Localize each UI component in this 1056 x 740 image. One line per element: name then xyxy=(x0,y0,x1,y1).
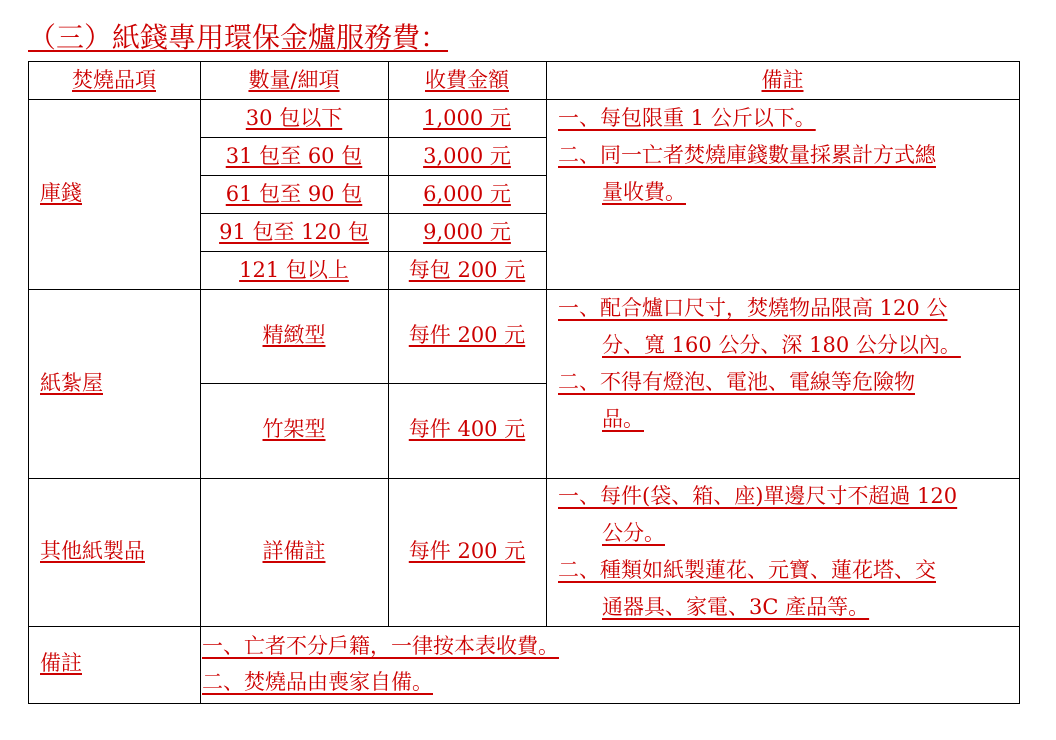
header-quantity: 數量/細項 xyxy=(248,68,340,92)
other-note-line: 一、每件(袋、箱、座)單邊尺寸不超過 120 xyxy=(558,484,958,508)
zhizawu-qty: 精緻型 xyxy=(262,323,326,347)
zhizawu-note-line: 分、寬 160 公分、深 180 公分以內。 xyxy=(602,333,961,357)
column-divider xyxy=(546,61,547,626)
header-fee: 收費金額 xyxy=(425,68,509,92)
header-bottom-border xyxy=(28,99,1020,100)
zhizawu-note-line: 二、不得有燈泡、電池、電線等危險物 xyxy=(558,370,915,394)
section-heading: （三）紙錢專用環保金爐服務費： xyxy=(28,21,449,54)
zhizawu-fee: 每件 200 元 xyxy=(408,323,526,347)
remarks-item-label: 備註 xyxy=(40,651,82,675)
kuqian-row-divider xyxy=(200,251,546,252)
header-item: 焚燒品項 xyxy=(72,68,156,92)
remarks-line: 一、亡者不分戶籍，一律按本表收費。 xyxy=(202,634,559,658)
zhizawu-qty: 竹架型 xyxy=(262,417,326,441)
kuqian-qty: 91 包至 120 包 xyxy=(219,220,369,244)
table-right-border xyxy=(1019,61,1020,703)
kuqian-fee: 每包 200 元 xyxy=(408,258,526,282)
zhizawu-note-line: 品。 xyxy=(602,407,644,431)
zhizawu-fee: 每件 400 元 xyxy=(408,417,526,441)
zhizawu-item-label: 紙紮屋 xyxy=(40,371,103,395)
other-note-line: 公分。 xyxy=(602,521,665,545)
kuqian-qty: 30 包以下 xyxy=(245,106,343,130)
kuqian-note-line: 一、每包限重 1 公斤以下。 xyxy=(558,106,816,130)
kuqian-row-divider xyxy=(200,213,546,214)
kuqian-note-line: 量收費。 xyxy=(602,180,686,204)
kuqian-qty: 121 包以上 xyxy=(239,258,349,282)
other-qty: 詳備註 xyxy=(262,539,326,563)
kuqian-qty: 61 包至 90 包 xyxy=(225,182,363,206)
table-left-border xyxy=(28,61,29,703)
zhizawu-row-divider xyxy=(200,383,546,384)
other-note-line: 二、種類如紙製蓮花、元寶、蓮花塔、交 xyxy=(558,558,936,582)
kuqian-fee: 1,000 元 xyxy=(423,106,511,130)
kuqian-row-divider xyxy=(200,137,546,138)
kuqian-fee: 6,000 元 xyxy=(423,182,511,206)
kuqian-fee: 9,000 元 xyxy=(423,220,511,244)
other-note-line: 通器具、家電、3C 產品等。 xyxy=(602,595,870,619)
kuqian-note-line: 二、同一亡者焚燒庫錢數量採累計方式總 xyxy=(558,143,936,167)
other-fee: 每件 200 元 xyxy=(408,539,526,563)
kuqian-row-divider xyxy=(200,175,546,176)
other-bottom-border xyxy=(28,626,1020,627)
remarks-line: 二、焚燒品由喪家自備。 xyxy=(202,670,433,694)
kuqian-item-label: 庫錢 xyxy=(40,181,82,205)
kuqian-fee: 3,000 元 xyxy=(423,144,511,168)
zhizawu-note-line: 一、配合爐口尺寸，焚燒物品限高 120 公 xyxy=(558,296,948,320)
table-bottom-border xyxy=(28,703,1020,704)
other-item-label: 其他紙製品 xyxy=(40,539,145,563)
table-top-border xyxy=(28,61,1020,62)
kuqian-qty: 31 包至 60 包 xyxy=(225,144,363,168)
header-notes: 備註 xyxy=(761,68,804,92)
